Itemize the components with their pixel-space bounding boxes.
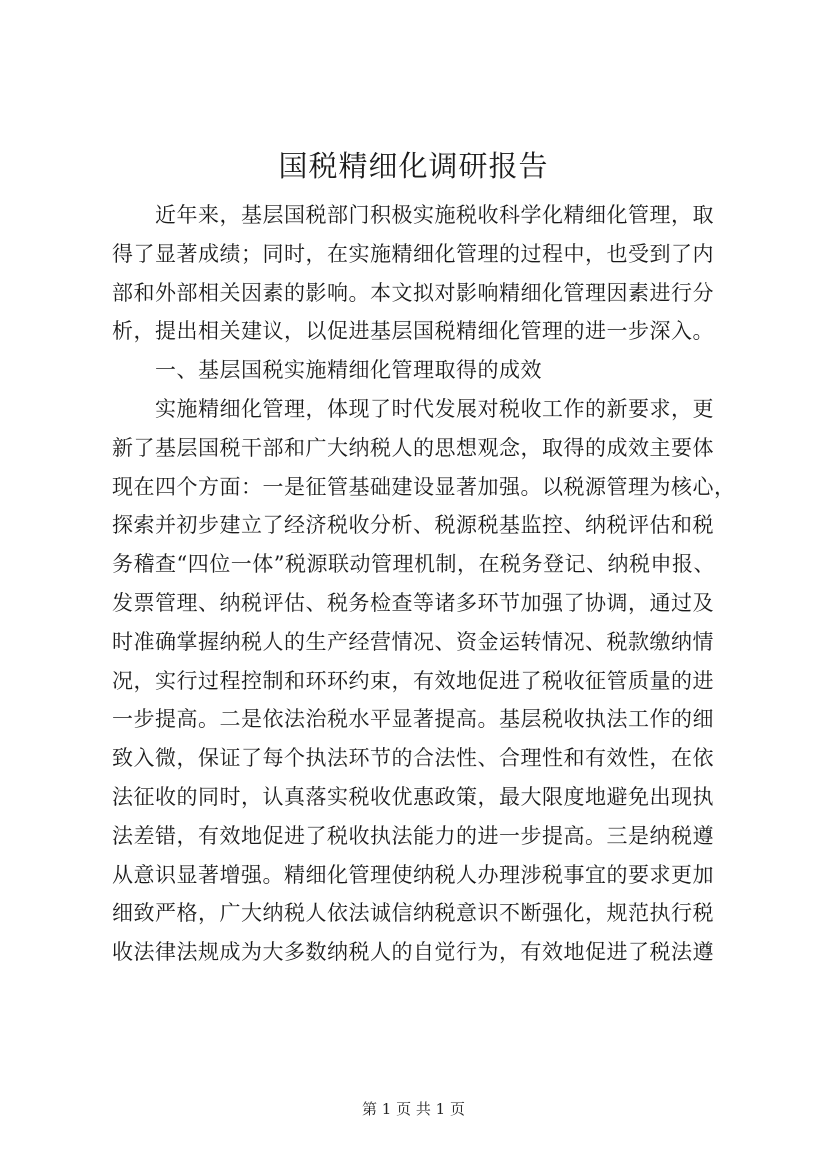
text-line: 致入微，保证了每个执法环节的合法性、合理性和有效性，在依 [112, 746, 714, 771]
text-line: 实施精细化管理，体现了时代发展对税收工作的新要求，更 [112, 396, 714, 421]
text-line: 新了基层国税干部和广大纳税人的思想观念，取得的成效主要体 [112, 435, 714, 460]
text-line: 现在四个方面：一是征管基础建设显著加强。以税源管理为核心， [112, 474, 736, 499]
section-heading: 一、基层国税实施精细化管理取得的成效 [112, 358, 542, 383]
text-line: 探索并初步建立了经济税收分析、税源税基监控、纳税评估和税 [112, 513, 714, 538]
text-line: 收法律法规成为大多数纳税人的自觉行为，有效地促进了税法遵 [112, 940, 714, 965]
text-line: 一步提高。二是依法治税水平显著提高。基层税收执法工作的细 [112, 707, 714, 732]
text-line: 法差错，有效地促进了税收执法能力的进一步提高。三是纳税遵 [112, 823, 714, 848]
page-title: 国税精细化调研报告 [278, 149, 549, 183]
page-footer: 第 1 页 共 1 页 [362, 1100, 465, 1118]
text-line: 况，实行过程控制和环环约束，有效地促进了税收征管质量的进 [112, 668, 714, 693]
text-line: 法征收的同时，认真落实税收优惠政策，最大限度地避免出现执 [112, 784, 714, 809]
text-line: 时准确掌握纳税人的生产经营情况、资金运转情况、税款缴纳情 [112, 629, 714, 654]
text-line: 发票管理、纳税评估、税务检查等诸多环节加强了协调，通过及 [112, 590, 714, 615]
text-line: 析，提出相关建议，以促进基层国税精细化管理的进一步深入。 [112, 319, 714, 344]
text-line: 得了显著成绩；同时，在实施精细化管理的过程中，也受到了内 [112, 241, 714, 266]
text-line: 务稽查“四位一体”税源联动管理机制，在税务登记、纳税申报、 [112, 552, 715, 577]
text-line: 从意识显著增强。精细化管理使纳税人办理涉税事宜的要求更加 [112, 862, 714, 887]
text-line: 细致严格，广大纳税人依法诚信纳税意识不断强化，规范执行税 [112, 901, 714, 926]
text-line: 部和外部相关因素的影响。本文拟对影响精细化管理因素进行分 [112, 280, 714, 305]
body-text [112, 196, 742, 972]
text-line: 近年来，基层国税部门积极实施税收科学化精细化管理，取 [112, 203, 714, 227]
